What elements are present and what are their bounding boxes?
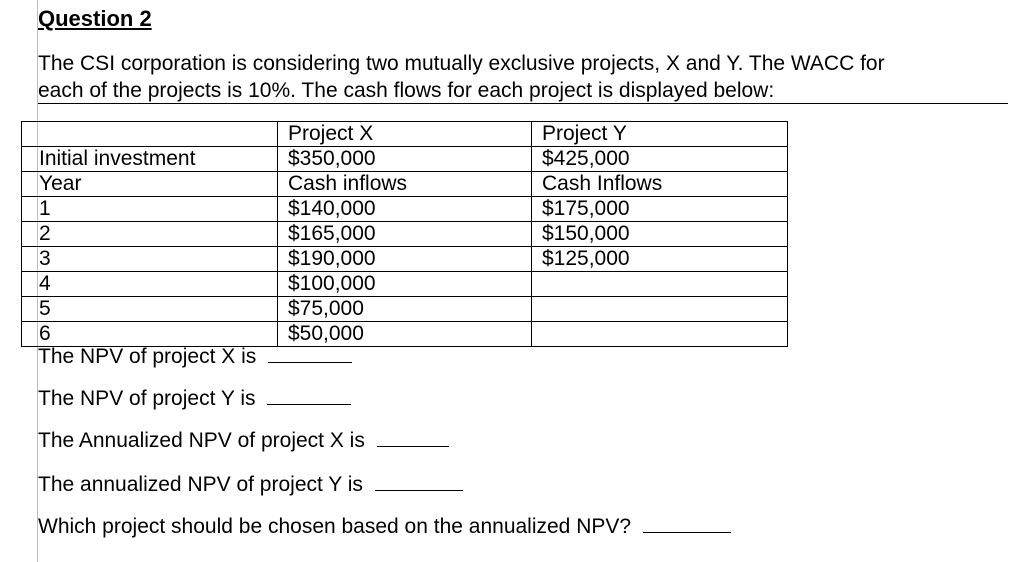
project-y-value: $150,000	[532, 222, 788, 247]
answer-blank[interactable]	[267, 385, 351, 405]
question-project-choice	[38, 513, 731, 540]
row-label: 2	[22, 222, 278, 247]
row-label: Initial investment	[22, 147, 278, 172]
question-text: The annualized NPV of project Y is	[38, 473, 363, 496]
answer-blank[interactable]	[268, 343, 352, 363]
table-row	[22, 297, 788, 322]
table-header-cell	[22, 122, 278, 147]
project-y-value	[532, 297, 788, 322]
project-y-value: Cash Inflows	[532, 172, 788, 197]
table-row	[22, 197, 788, 222]
row-label: 4	[22, 272, 278, 297]
project-y-value	[532, 322, 788, 347]
row-label: Year	[22, 172, 278, 197]
table-header-project-x: Project X	[278, 122, 532, 147]
answer-blank[interactable]	[643, 513, 731, 533]
table-row	[22, 172, 788, 197]
cash-flow-table	[21, 121, 788, 347]
row-label: 5	[22, 297, 278, 322]
project-x-value: $100,000	[278, 272, 532, 297]
table-row	[22, 222, 788, 247]
intro-line-2: each of the projects is 10%. The cash flows for each project is displayed below:	[38, 79, 775, 102]
project-x-value: $75,000	[278, 297, 532, 322]
question-text: The Annualized NPV of project X is	[38, 429, 365, 452]
row-label: 1	[22, 197, 278, 222]
question-text: Which project should be chosen based on the annualized NPV?	[38, 515, 632, 538]
project-x-value: $50,000	[278, 322, 532, 347]
intro-underline	[38, 103, 1008, 104]
table-header-row	[22, 122, 788, 147]
project-y-value: $125,000	[532, 247, 788, 272]
question-heading: Question 2	[38, 6, 152, 31]
project-x-value: $165,000	[278, 222, 532, 247]
project-y-value: $425,000	[532, 147, 788, 172]
question-text: The NPV of project X is	[38, 345, 257, 368]
question-npv-y	[38, 385, 351, 412]
question-annualized-npv-x	[38, 427, 449, 454]
project-x-value: $140,000	[278, 197, 532, 222]
table-row	[22, 247, 788, 272]
table-header-project-y: Project Y	[532, 122, 788, 147]
project-x-value: Cash inflows	[278, 172, 532, 197]
row-label: 6	[22, 322, 278, 347]
project-x-value: $350,000	[278, 147, 532, 172]
intro-line-1: The CSI corporation is considering two mutually exclusive projects, X and Y. The WACC for	[38, 52, 885, 75]
question-annualized-npv-y	[38, 471, 463, 498]
table-row	[22, 272, 788, 297]
project-x-value: $190,000	[278, 247, 532, 272]
question-npv-x	[38, 343, 352, 370]
question-text: The NPV of project Y is	[38, 387, 256, 410]
table-row	[22, 147, 788, 172]
intro-paragraph	[38, 50, 1028, 104]
project-y-value	[532, 272, 788, 297]
answer-blank[interactable]	[377, 427, 449, 447]
row-label: 3	[22, 247, 278, 272]
project-y-value: $175,000	[532, 197, 788, 222]
answer-blank[interactable]	[375, 471, 463, 491]
